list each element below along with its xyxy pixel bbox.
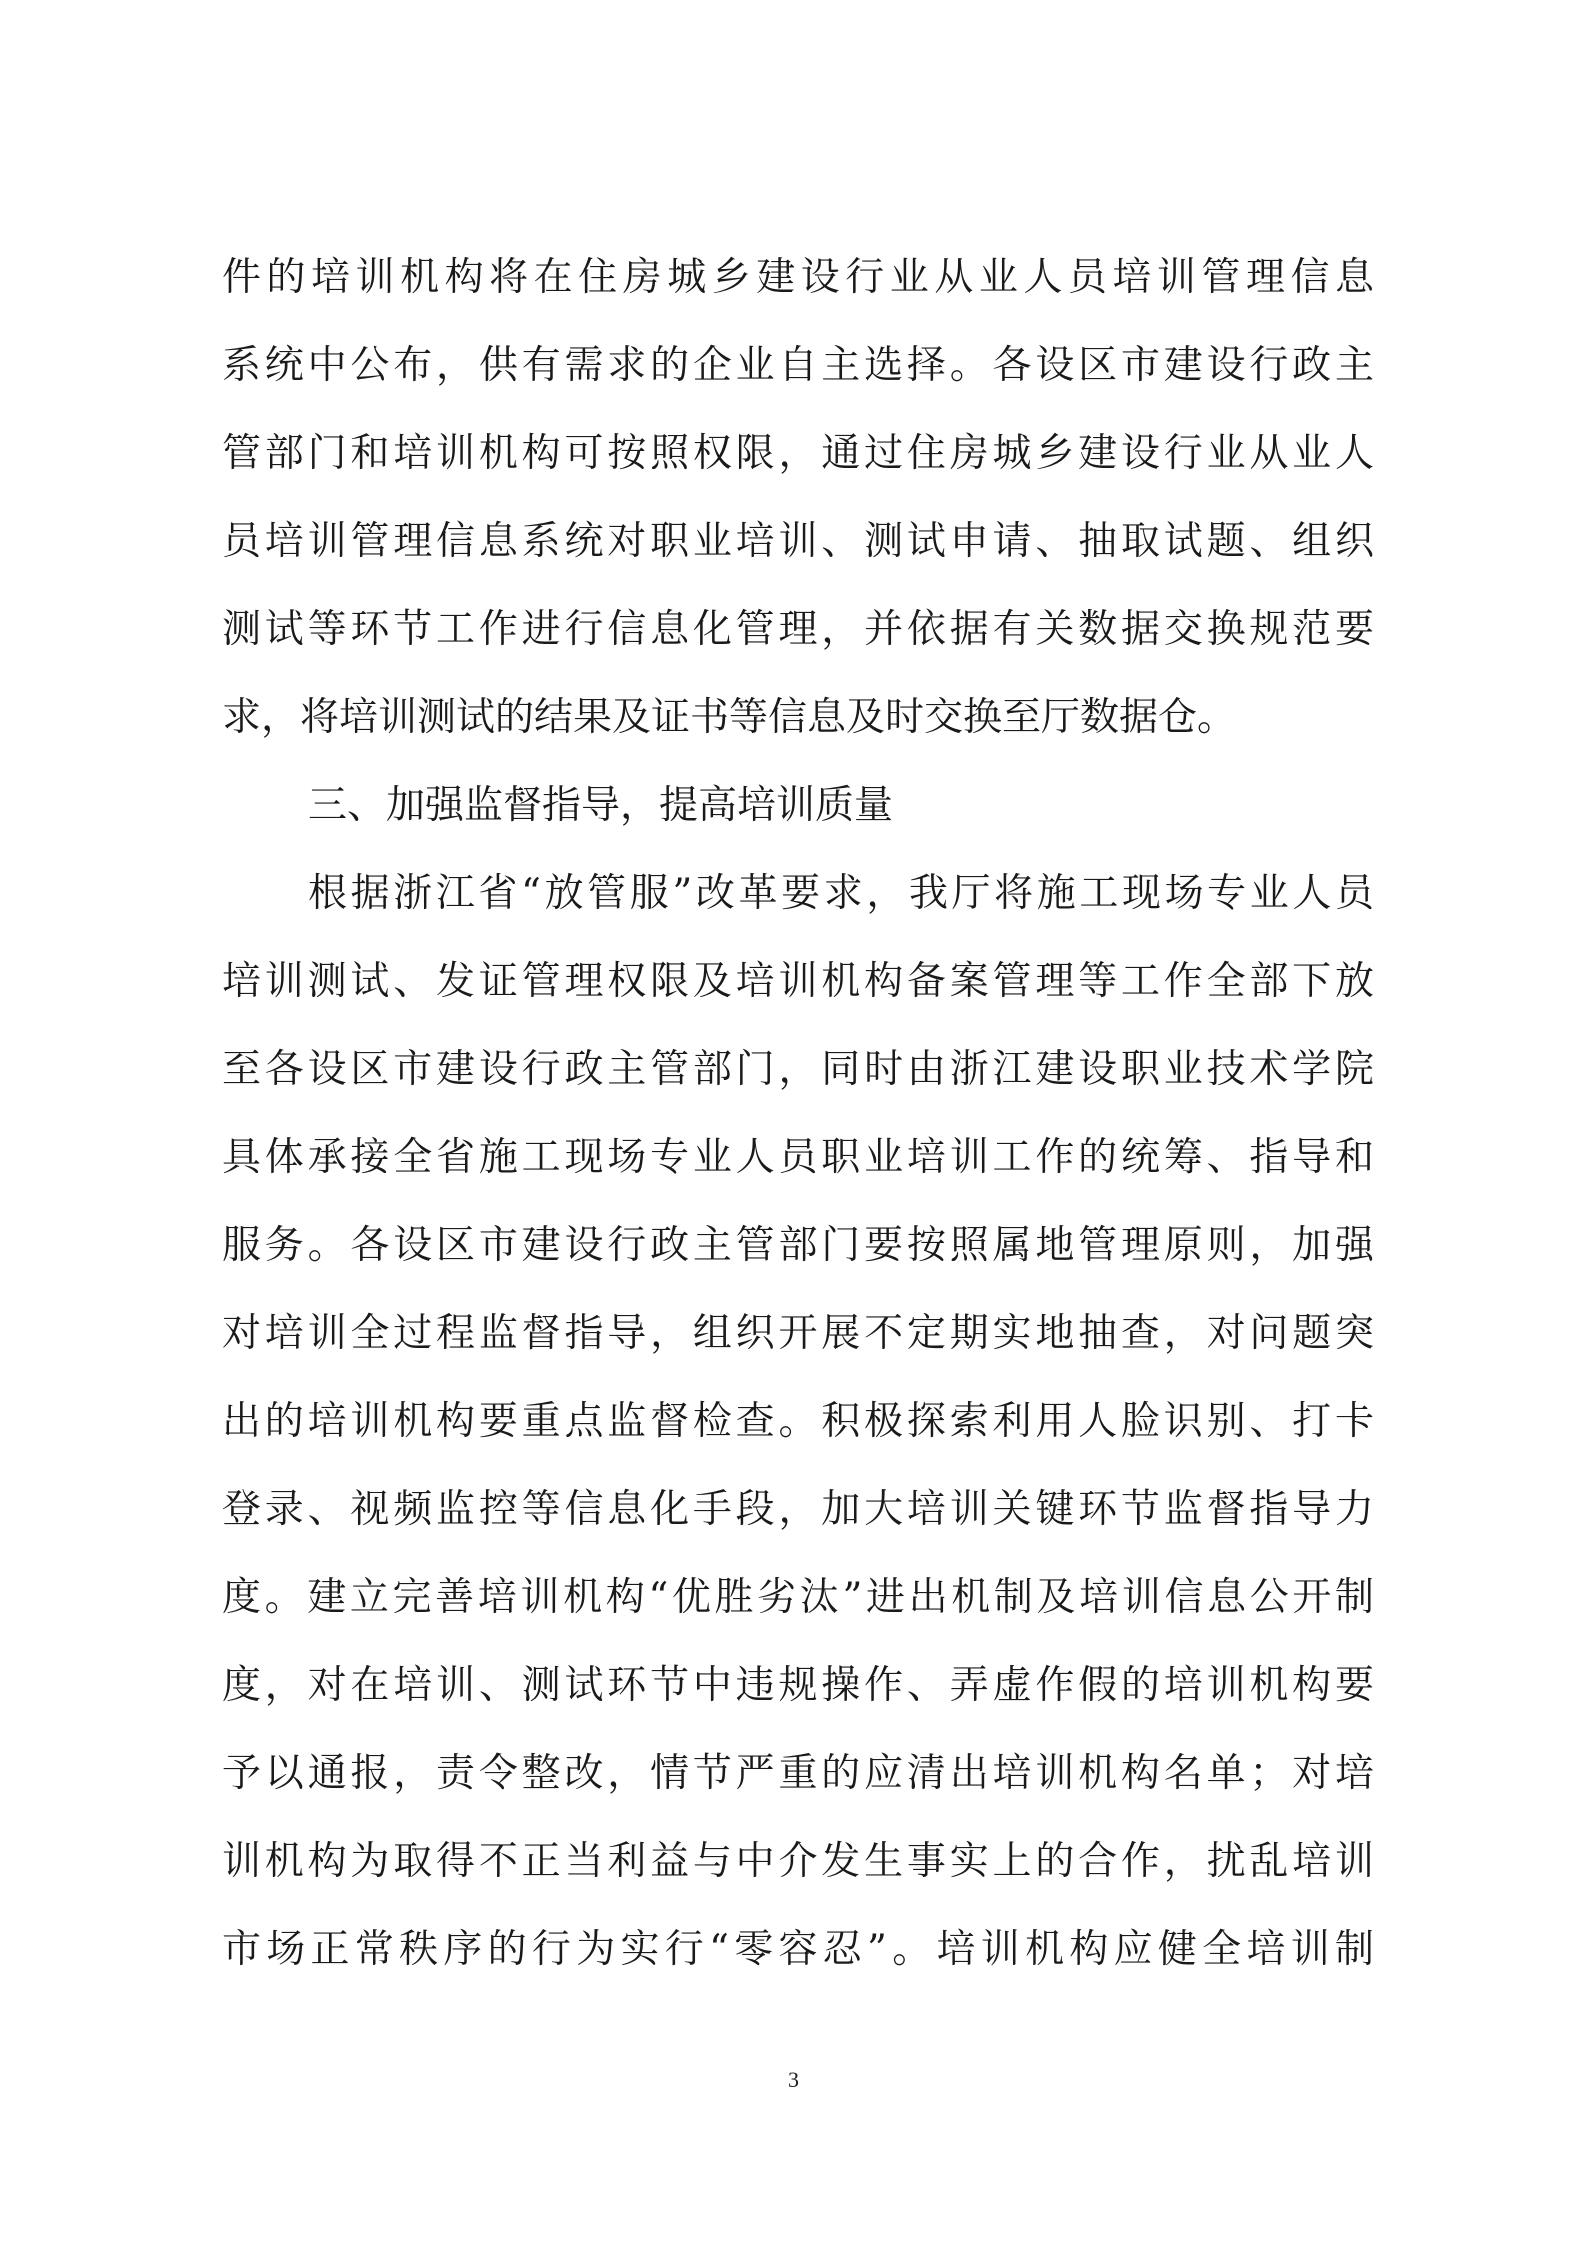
paragraph-2-line-8: 登录、视频监控等信息化手段，加大培训关键环节监督指导力 (222, 1487, 1374, 1532)
paragraph-2-line-13: 市场正常秩序的行为实行“零容忍”。培训机构应健全培训制 (222, 1927, 1374, 1972)
paragraph-1-line-1: 件的培训机构将在住房城乡建设行业从业人员培训管理信息 (222, 255, 1374, 300)
paragraph-1-line-3: 管部门和培训机构可按照权限，通过住房城乡建设行业从业人 (222, 431, 1374, 476)
paragraph-2-line-9: 度。建立完善培训机构“优胜劣汰”进出机制及培训信息公开制 (222, 1575, 1374, 1620)
paragraph-2-line-4: 具体承接全省施工现场专业人员职业培训工作的统筹、指导和 (222, 1135, 1374, 1180)
paragraph-2-line-2: 培训测试、发证管理权限及培训机构备案管理等工作全部下放 (222, 959, 1374, 1004)
paragraph-1-line-5: 测试等环节工作进行信息化管理，并依据有关数据交换规范要 (222, 607, 1374, 652)
paragraph-1-line-6: 求，将培训测试的结果及证书等信息及时交换至厅数据仓。 (222, 695, 1237, 740)
page-number: 3 (788, 2067, 799, 2092)
paragraph-2-line-3: 至各设区市建设行政主管部门，同时由浙江建设职业技术学院 (222, 1047, 1374, 1092)
paragraph-2-line-5: 服务。各设区市建设行政主管部门要按照属地管理原则，加强 (222, 1223, 1374, 1268)
paragraph-2-line-1: 根据浙江省“放管服”改革要求，我厅将施工现场专业人员 (308, 871, 1374, 916)
paragraph-2-line-11: 予以通报，责令整改，情节严重的应清出培训机构名单；对培 (222, 1751, 1374, 1796)
paragraph-1-line-4: 员培训管理信息系统对职业培训、测试申请、抽取试题、组织 (222, 519, 1374, 564)
paragraph-2-line-10: 度，对在培训、测试环节中违规操作、弄虚作假的培训机构要 (222, 1663, 1374, 1708)
paragraph-2-line-6: 对培训全过程监督指导，组织开展不定期实地抽查，对问题突 (222, 1311, 1374, 1356)
section-heading: 三、加强监督指导，提高培训质量 (308, 783, 894, 828)
paragraph-2-line-7: 出的培训机构要重点监督检查。积极探索利用人脸识别、打卡 (222, 1399, 1374, 1444)
paragraph-2-line-12: 训机构为取得不正当利益与中介发生事实上的合作，扰乱培训 (222, 1839, 1374, 1884)
paragraph-1-line-2: 系统中公布，供有需求的企业自主选择。各设区市建设行政主 (222, 343, 1374, 388)
